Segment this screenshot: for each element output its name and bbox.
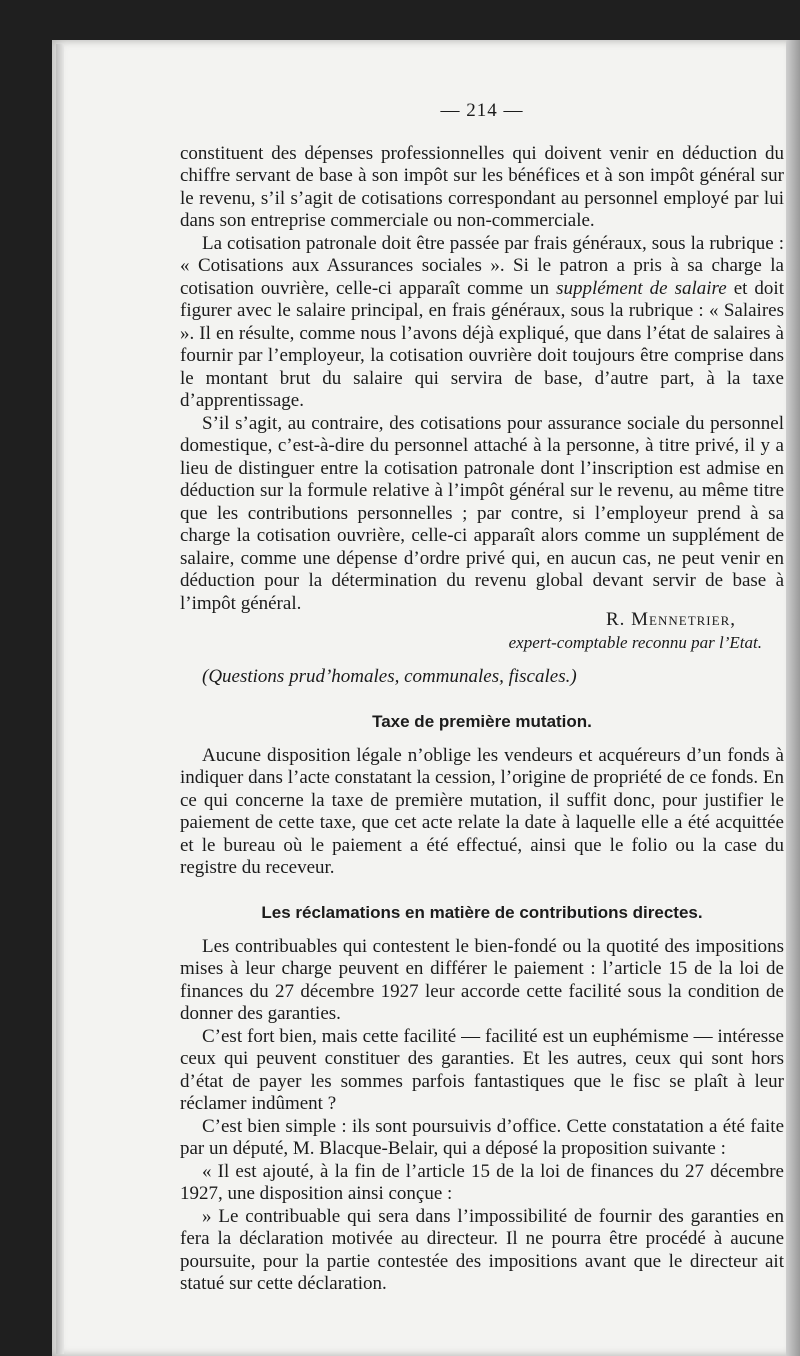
paragraph: constituent des dépenses professionnelles qui doivent venir en déduction du chiffre servant de base à son impôt sur les bénéfices et à son impôt général sur le revenu, s’il s’agit de cotisations correspondant au personnel employé par lui dans son entreprise commerciale ou non-commerciale.: [180, 142, 784, 231]
paragraph: Les contribuables qui contestent le bien-fondé ou la quotité des impositions mises à leur charge peuvent en différer le paiement : l’article 15 de la loi de finances du 27 décembre 1927 leur accorde cette facilité sous la condition de donner des garanties.: [180, 935, 784, 1024]
page-number: — 214 —: [440, 100, 524, 121]
author-title: expert-comptable reconnu par l’Etat.: [508, 632, 762, 652]
italic-phrase: supplément de salaire: [556, 277, 727, 299]
paragraph: Aucune disposition légale n’oblige les vendeurs et acquéreurs d’un fonds à indiquer dans l’acte constatant la cession, l’origine de propriété de ce fonds. En ce qui concerne la taxe de première mutation, il suffit donc, pour justifier le paiement de cette taxe, que cet acte relate la date à laquelle elle a été acquittée et le bureau où le paiement a été effectué, ainsi que le folio ou la case du registre du receveur.: [180, 744, 784, 878]
paragraph: « Il est ajouté, à la fin de l’article 15 de la loi de finances du 27 décembre 1927, une disposition ainsi conçue :: [180, 1160, 784, 1204]
paragraph: C’est fort bien, mais cette facilité — facilité est un euphémisme — intéresse ceux qui peuvent constituer des garanties. Et les autres, ceux qui sont hors d’état de payer les sommes parfois fantastiques que le fisc se plaît à leur réclamer indûment ?: [180, 1025, 784, 1114]
source-citation: (Questions prud’homales, communales, fiscales.): [202, 666, 577, 687]
paragraph: [180, 233, 784, 413]
page-binding-edge: [56, 44, 64, 1354]
page-right-edge: [786, 40, 800, 1356]
section-heading: Les réclamations en matière de contributions directes.: [261, 902, 703, 922]
paragraph: » Le contribuable qui sera dans l’impossibilité de fournir des garanties en fera la déclaration motivée au directeur. Il ne pourra être procédé à aucune poursuite, pour la partie contestée des impositions avant que le directeur ait statué sur cette déclaration.: [180, 1205, 784, 1294]
paragraph-text: et doit figurer avec le salaire principal, en frais généraux, sous la rubrique : « Salaires ». Il en résulte, comme nous l’avons déjà expliqué, que dans l’état de salaires à fournir par l’employeur, la cotisation ouvrière doit toujours être comprise dans le montant brut du salaire qui servira de base, d’autre part, à la taxe d’apprentissage.: [180, 277, 784, 411]
paragraph: C’est bien simple : ils sont poursuivis d’office. Cette constatation a été faite par un député, M. Blacque-Belair, qui a déposé la proposition suivante :: [180, 1115, 784, 1159]
author-signature: R. Mennetrier,: [605, 609, 736, 630]
paragraph: S’il s’agit, au contraire, des cotisations pour assurance sociale du personnel domestique, c’est-à-dire du personnel attaché à la personne, à titre privé, il y a lieu de distinguer entre la cotisation patronale dont l’inscription est admise en déduction sur la formule relative à l’impôt général sur le revenu, au même titre que les contributions personnelles ; par contre, si l’employeur prend à sa charge la cotisation ouvrière, celle-ci apparaît alors comme un supplément de salaire, comme une dépense d’ordre privé qui, en aucun cas, ne peut venir en déduction pour la détermination du revenu global devant servir de base à l’impôt général.: [180, 412, 784, 614]
paragraph-text: La cotisation patronale doit être passée par frais généraux, sous la rubrique : « Cotisations aux Assurances sociales ». Si le patron a pris à sa charge la cotisation ouvrière, celle-ci apparaît comme un: [180, 232, 784, 299]
section-heading: Taxe de première mutation.: [372, 711, 592, 731]
page-text-body: [180, 100, 784, 1296]
